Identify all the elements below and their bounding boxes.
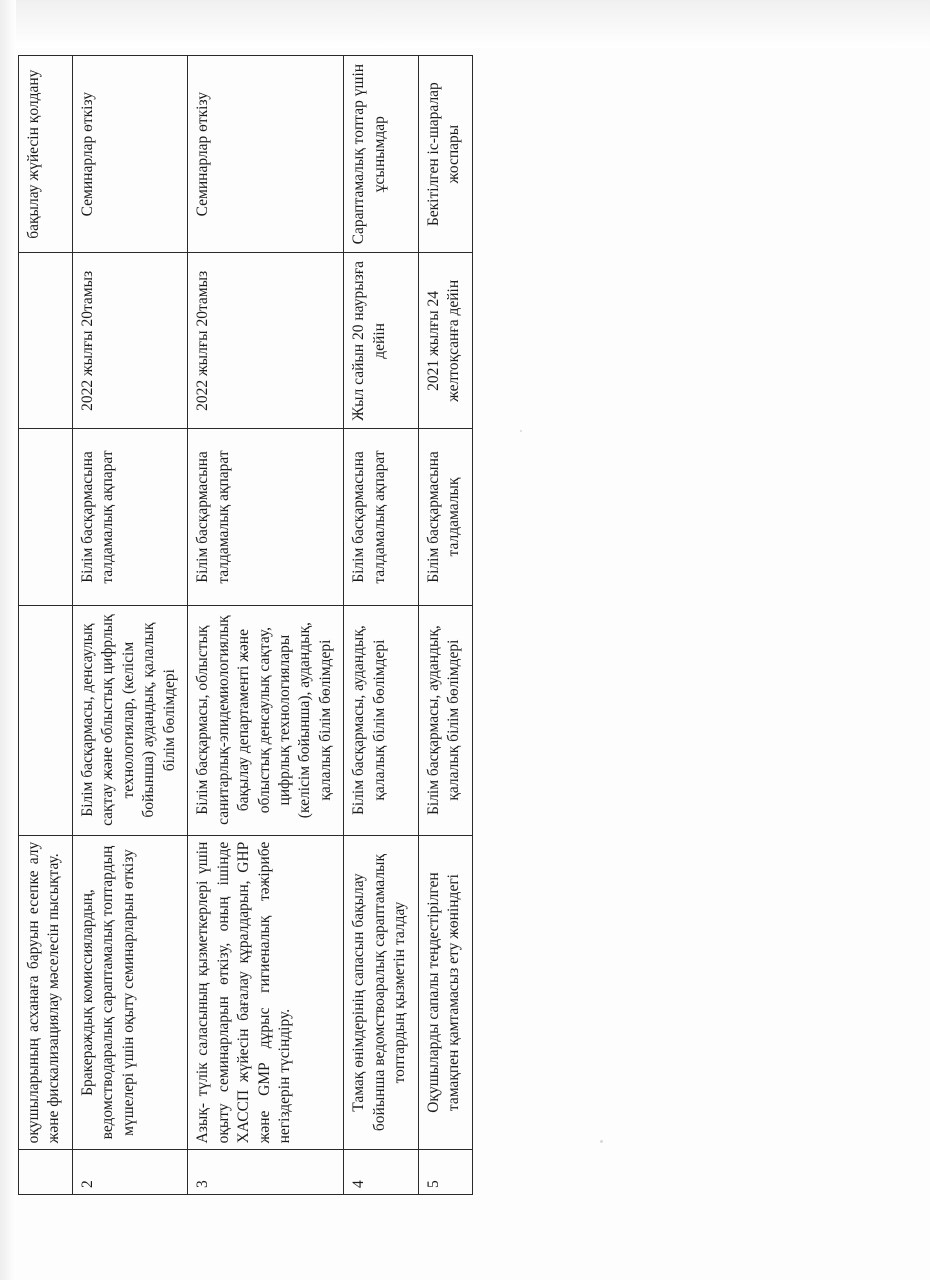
cell-term bbox=[19, 253, 73, 429]
cell-form: Білім басқармасына талдамалық ақпарат bbox=[72, 429, 187, 605]
table-row bbox=[344, 56, 418, 1195]
cell-org: Білім басқармасы, аудандық, қалалық білім бөлімдері bbox=[418, 605, 472, 835]
cell-term: 2022 жылғы 20тамыз bbox=[188, 253, 344, 429]
table-row bbox=[188, 56, 344, 1195]
scan-gradient-top bbox=[0, 0, 930, 48]
cell-num: 3 bbox=[188, 1150, 344, 1195]
cell-org bbox=[19, 605, 73, 835]
cell-term: Жыл сайын 20 наурызға дейін bbox=[344, 253, 418, 429]
cell-num bbox=[19, 1150, 73, 1195]
cell-task: Тамақ өнімдерінің сапасын бақылау бойынша ведомствоаралық сараптамалық топтардың қызметін талдау bbox=[344, 835, 418, 1150]
cell-form: Білім басқармасына талдамалық ақпарат bbox=[188, 429, 344, 605]
cell-control: Сараптамалық топтар үшін ұсынымдар bbox=[344, 56, 418, 253]
table-row bbox=[418, 56, 472, 1195]
cell-control: бақылау жүйесін қолдану bbox=[19, 56, 73, 253]
cell-num: 4 bbox=[344, 1150, 418, 1195]
cell-form bbox=[19, 429, 73, 605]
scan-gradient-left bbox=[0, 0, 16, 1280]
cell-term: 2021 жылғы 24 желтоқсанға дейін bbox=[418, 253, 472, 429]
cell-control: Бекітілген іс-шаралар жоспары bbox=[418, 56, 472, 253]
cell-task: Азық- түлік саласының қызметкерлері үшін оқыту семинарларын өткізу, оның ішінде ХАССП жүйесін бағалау құралдарын, GHP және GMP дұрыс гигиеналық тәжірибе негіздерін түсіндіру. bbox=[188, 835, 344, 1150]
table-row bbox=[72, 56, 187, 1195]
cell-task: Бракераждық комиссиялардың, ведомстводаралық сараптамалық топтардың мүшелері үшін оқыту семинарларын өткізу bbox=[72, 835, 187, 1150]
cell-control: Семинарлар өткізу bbox=[188, 56, 344, 253]
table-row bbox=[19, 56, 73, 1195]
cell-term: 2022 жылғы 20тамыз bbox=[72, 253, 187, 429]
cell-org: Білім басқармасы, денсаулық сақтау және облыстық цифрлық технологиялар, (келісім бойынша) аудандық, қалалық білім бөлімдері bbox=[72, 605, 187, 835]
cell-form: Білім басқармасына талдамалық ақпарат bbox=[344, 429, 418, 605]
cell-org: Білім басқармасы, аудандық, қалалық білім бөлімдері bbox=[344, 605, 418, 835]
document-table bbox=[18, 55, 473, 1195]
cell-task: Оқушыларды сапалы теңдестірілген тамақпен қамтамасыз ету жөніндегі bbox=[418, 835, 472, 1150]
cell-form: Білім басқармасына талдамалық bbox=[418, 429, 472, 605]
cell-control: Семинарлар өткізу bbox=[72, 56, 187, 253]
cell-org: Білім басқармасы, облыстық санитарлық-эпидемиологиялық бақылау департаменті және облыстық денсаулық сақтау, цифрлық технологиялары (келісім бойынша), аудандық, қалалық білім бөлімдері bbox=[188, 605, 344, 835]
cell-num: 5 bbox=[418, 1150, 472, 1195]
rotated-table-wrapper bbox=[18, 55, 818, 1195]
cell-num: 2 bbox=[72, 1150, 187, 1195]
cell-task: оқушыларының асханаға баруын есепке алу және фискализациялау мәселесін пысықтау. bbox=[19, 835, 73, 1150]
